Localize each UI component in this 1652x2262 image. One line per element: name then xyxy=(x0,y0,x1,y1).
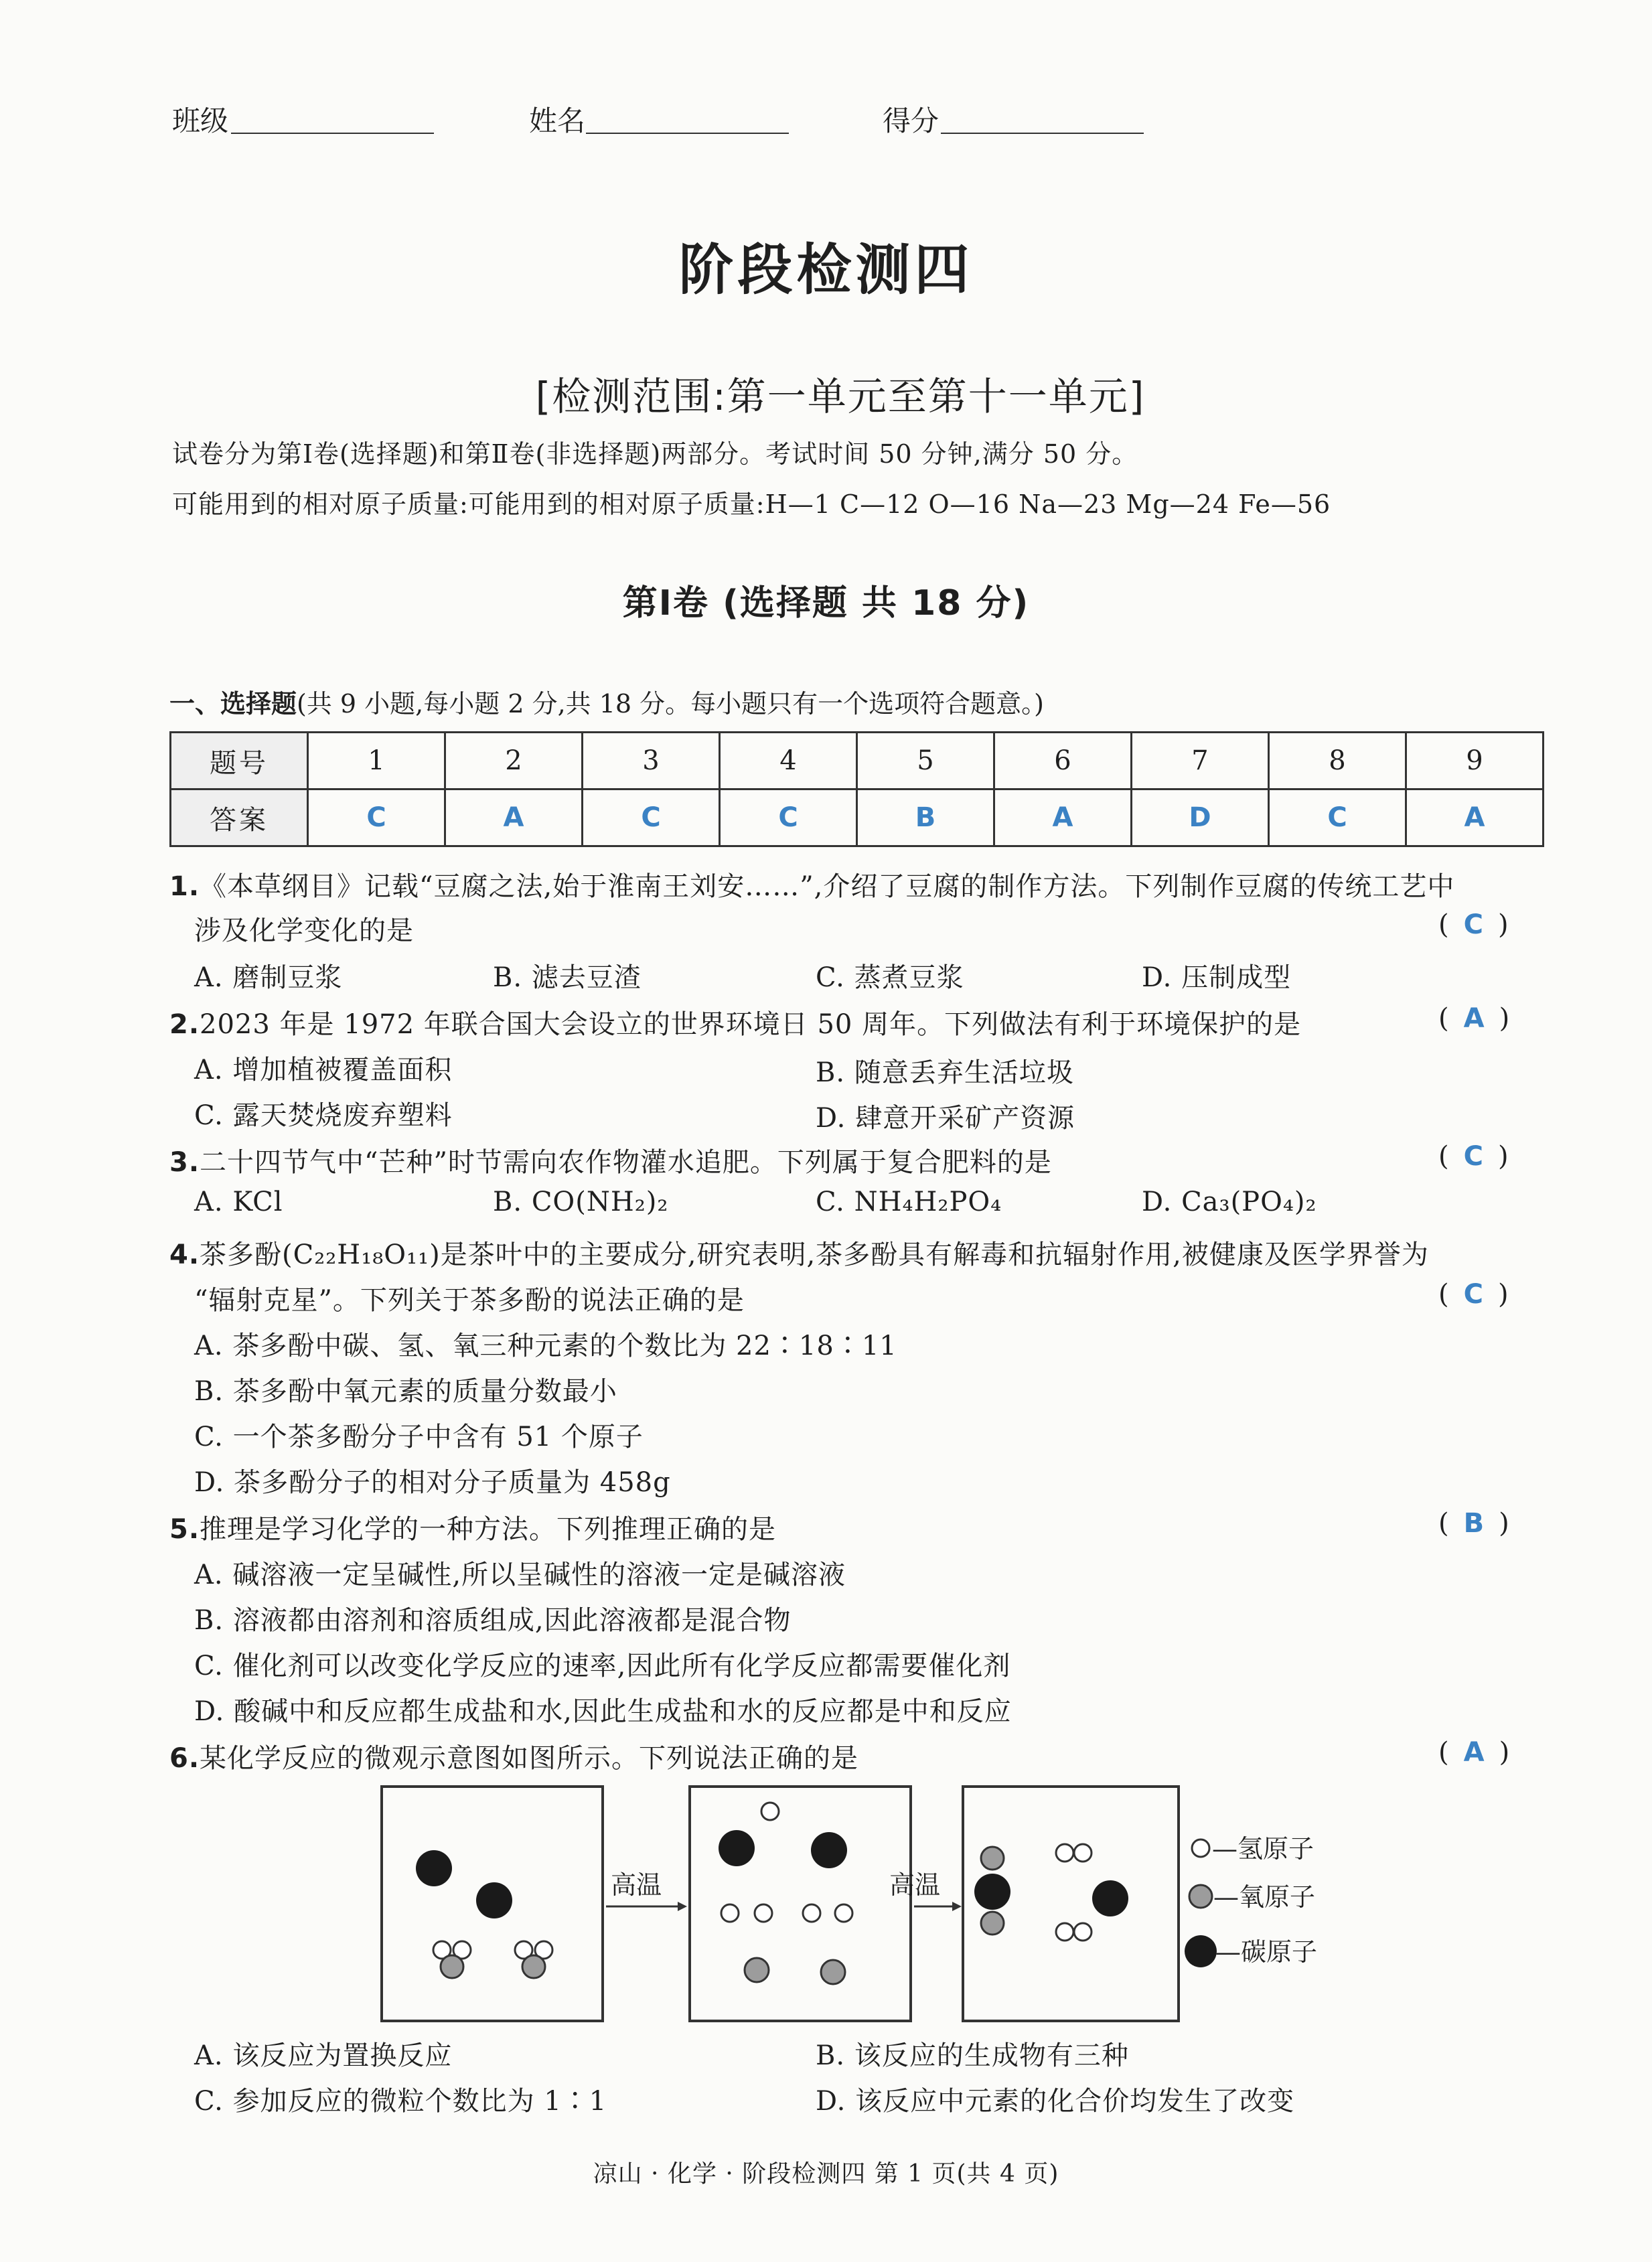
q2-option-c[interactable]: C. 露天焚烧废弃塑料 xyxy=(194,1100,453,1131)
question-5-answer[interactable]: ( B ) xyxy=(1438,1508,1509,1539)
q3-option-c[interactable]: C. NH₄H₂PO₄ xyxy=(816,1187,1002,1217)
reaction-arrow-1 xyxy=(606,1870,687,1911)
legend-oxygen: —氧原子 xyxy=(1213,1882,1316,1912)
answer-cell[interactable]: A xyxy=(994,789,1132,846)
question-3-answer[interactable]: ( C ) xyxy=(1438,1141,1509,1172)
score-label: 得分 xyxy=(883,104,940,137)
q3-option-b[interactable]: B. CO(NH₂)₂ xyxy=(493,1187,669,1217)
hydrogen-atom xyxy=(1074,1844,1092,1862)
q1-option-b[interactable]: B. 滤去豆渣 xyxy=(493,962,642,993)
question-text: 2023 年是 1972 年联合国大会设立的世界环境日 50 周年。下列做法有利于环境保护的是 xyxy=(200,1009,1302,1040)
q2-option-d[interactable]: D. 肆意开采矿产资源 xyxy=(816,1103,1075,1134)
table-cell: 2 xyxy=(445,733,583,789)
hydrogen-atom xyxy=(755,1904,772,1922)
question-text: 茶多酚(C₂₂H₁₈O₁₁)是茶叶中的主要成分,研究表明,茶多酚具有解毒和抗辐射作用,被健康及医学界誉为 xyxy=(200,1239,1429,1270)
exam-intro: 试卷分为第Ⅰ卷(选择题)和第Ⅱ卷(非选择题)两部分。考试时间 50 分钟,满分 50 分。 xyxy=(172,439,1138,469)
name-label: 姓名 xyxy=(529,104,586,137)
question-1-answer[interactable]: ( C ) xyxy=(1438,909,1509,940)
answer-cell[interactable]: A xyxy=(445,789,583,846)
q5-option-d[interactable]: D. 酸碱中和反应都生成盐和水,因此生成盐和水的反应都是中和反应 xyxy=(194,1696,1012,1727)
carbon-atom xyxy=(719,1830,755,1866)
section1-heading xyxy=(169,683,1044,720)
q1-option-a[interactable]: A. 磨制豆浆 xyxy=(194,962,343,993)
legend-hydrogen: —氢原子 xyxy=(1212,1834,1315,1864)
table-cell: 3 xyxy=(583,733,720,789)
table-cell: 9 xyxy=(1406,733,1544,789)
carbon-atom xyxy=(974,1874,1010,1910)
hydrogen-atom xyxy=(1056,1844,1073,1862)
carbon-atom xyxy=(811,1832,847,1868)
table-row xyxy=(171,789,1544,846)
answer-cell[interactable]: D xyxy=(1132,789,1269,846)
table-cell: 5 xyxy=(857,733,994,789)
question-number: 3. xyxy=(169,1147,200,1178)
carbon-legend-icon xyxy=(1185,1935,1217,1967)
answer-value: A xyxy=(1463,1737,1485,1768)
answer-value: A xyxy=(1463,1003,1485,1034)
question-4-answer[interactable]: ( C ) xyxy=(1438,1279,1509,1310)
oxygen-atom xyxy=(745,1958,769,1982)
arrow-2-label: 高温 xyxy=(889,1870,941,1900)
score-blank[interactable] xyxy=(941,133,1144,134)
q6-option-a[interactable]: A. 该反应为置换反应 xyxy=(194,2040,453,2071)
q2-option-a[interactable]: A. 增加植被覆盖面积 xyxy=(194,1055,453,1085)
q2-option-b[interactable]: B. 随意丢弃生活垃圾 xyxy=(816,1057,1074,1088)
carbon-atom xyxy=(416,1850,452,1886)
row-header-answer: 答案 xyxy=(171,789,308,846)
q4-option-a[interactable]: A. 茶多酚中碳、氢、氧三种元素的个数比为 22∶18∶11 xyxy=(194,1331,897,1361)
oxygen-atom xyxy=(981,1912,1004,1935)
section1-label: 一、选择题 xyxy=(169,689,297,719)
answer-cell[interactable]: C xyxy=(583,789,720,846)
question-number: 5. xyxy=(169,1514,200,1545)
answer-cell[interactable]: B xyxy=(857,789,994,846)
question-6-answer[interactable]: ( A ) xyxy=(1438,1737,1510,1768)
q3-option-d[interactable]: D. Ca₃(PO₄)₂ xyxy=(1142,1187,1317,1217)
table-cell: 4 xyxy=(720,733,857,789)
q1-option-c[interactable]: C. 蒸煮豆浆 xyxy=(816,962,964,993)
part1-heading: 第Ⅰ卷 (选择题 共 18 分) xyxy=(622,583,1030,623)
page-footer: 凉山 · 化学 · 阶段检测四 第 1 页(共 4 页) xyxy=(593,2160,1059,2188)
answer-cell[interactable]: C xyxy=(1269,789,1406,846)
hydrogen-atom xyxy=(1074,1923,1092,1941)
q4-option-d[interactable]: D. 茶多酚分子的相对分子质量为 458g xyxy=(194,1467,671,1498)
hydrogen-atom xyxy=(721,1904,739,1922)
question-text: 某化学反应的微观示意图如图所示。下列说法正确的是 xyxy=(200,1743,859,1774)
table-row xyxy=(171,733,1544,789)
q3-option-a[interactable]: A. KCl xyxy=(194,1187,283,1217)
question-3-stem xyxy=(169,1141,1052,1179)
question-2-stem xyxy=(169,1003,1301,1041)
oxygen-atom xyxy=(441,1955,463,1978)
carbon-atom xyxy=(1092,1880,1128,1916)
question-text: 二十四节气中“芒种”时节需向农作物灌水追肥。下列属于复合肥料的是 xyxy=(200,1147,1052,1178)
hydrogen-atom xyxy=(761,1803,779,1820)
diagram-legend xyxy=(1185,1834,1317,1967)
question-5-stem xyxy=(169,1508,776,1546)
reactants-box xyxy=(382,1787,603,2021)
reaction-arrow-2 xyxy=(889,1870,962,1911)
oxygen-atom xyxy=(981,1847,1004,1870)
q6-option-d[interactable]: D. 该反应中元素的化合价均发生了改变 xyxy=(816,2086,1295,2117)
q4-option-c[interactable]: C. 一个茶多酚分子中含有 51 个原子 xyxy=(194,1422,644,1452)
answer-value: B xyxy=(1463,1508,1485,1539)
scope-subtitle: [检测范围:第一单元至第十一单元] xyxy=(535,374,1146,419)
hydrogen-atom xyxy=(1056,1923,1073,1941)
row-header-number: 题号 xyxy=(171,733,308,789)
hydrogen-atom xyxy=(835,1904,852,1922)
question-number: 4. xyxy=(169,1239,200,1270)
q5-option-a[interactable]: A. 碱溶液一定呈碱性,所以呈碱性的溶液一定是碱溶液 xyxy=(194,1560,846,1590)
intermediate-box xyxy=(690,1787,911,2021)
table-cell: 8 xyxy=(1269,733,1406,789)
answer-table xyxy=(169,731,1544,847)
question-4-stem-line2: “辐射克星”。下列关于茶多酚的说法正确的是 xyxy=(194,1285,745,1316)
class-blank[interactable] xyxy=(231,133,434,134)
q6-option-c[interactable]: C. 参加反应的微粒个数比为 1∶1 xyxy=(194,2086,607,2117)
question-2-answer[interactable]: ( A ) xyxy=(1438,1003,1510,1034)
question-4-stem xyxy=(169,1233,1429,1272)
question-text: 推理是学习化学的一种方法。下列推理正确的是 xyxy=(200,1514,777,1545)
legend-carbon: —碳原子 xyxy=(1215,1937,1318,1967)
answer-value: C xyxy=(1463,909,1483,940)
arrow-1-label: 高温 xyxy=(611,1870,662,1900)
atomic-masses: 可能用到的相对原子质量:可能用到的相对原子质量:H—1 C—12 O—16 Na—23 Mg—24 Fe—56 xyxy=(172,489,1331,519)
q5-option-b[interactable]: B. 溶液都由溶剂和溶质组成,因此溶液都是混合物 xyxy=(194,1605,792,1636)
answer-cell[interactable]: A xyxy=(1406,789,1544,846)
name-blank[interactable] xyxy=(586,133,789,134)
table-cell: 1 xyxy=(308,733,445,789)
table-cell: 7 xyxy=(1132,733,1269,789)
question-number: 6. xyxy=(169,1743,200,1774)
q6-option-b[interactable]: B. 该反应的生成物有三种 xyxy=(816,2040,1129,2071)
reaction-diagram xyxy=(375,1781,1406,2029)
section1-desc: (共 9 小题,每小题 2 分,共 18 分。每小题只有一个选项符合题意。) xyxy=(297,689,1045,719)
answer-value: C xyxy=(1463,1279,1483,1310)
question-text: 《本草纲目》记载“豆腐之法,始于淮南王刘安……”,介绍了豆腐的制作方法。下列制作豆腐的传统工艺中 xyxy=(200,871,1455,902)
answer-cell[interactable]: C xyxy=(308,789,445,846)
q1-option-d[interactable]: D. 压制成型 xyxy=(1142,962,1292,993)
answer-value: C xyxy=(1463,1141,1483,1172)
answer-cell[interactable]: C xyxy=(720,789,857,846)
oxygen-legend-icon xyxy=(1189,1885,1212,1908)
class-label: 班级 xyxy=(172,104,229,137)
question-number: 2. xyxy=(169,1009,200,1040)
table-cell: 6 xyxy=(994,733,1132,789)
question-6-stem xyxy=(169,1737,858,1775)
hydrogen-atom xyxy=(803,1904,820,1922)
q4-option-b[interactable]: B. 茶多酚中氧元素的质量分数最小 xyxy=(194,1376,617,1407)
page-title: 阶段检测四 xyxy=(678,238,974,302)
oxygen-atom xyxy=(522,1955,545,1978)
question-1-stem xyxy=(169,865,1454,903)
question-1-stem-line2: 涉及化学变化的是 xyxy=(194,915,414,946)
oxygen-atom xyxy=(821,1960,845,1984)
products-box xyxy=(963,1787,1179,2021)
q5-option-c[interactable]: C. 催化剂可以改变化学反应的速率,因此所有化学反应都需要催化剂 xyxy=(194,1651,1011,1681)
question-number: 1. xyxy=(169,871,200,902)
hydrogen-legend-icon xyxy=(1192,1839,1209,1857)
carbon-atom xyxy=(476,1882,512,1918)
